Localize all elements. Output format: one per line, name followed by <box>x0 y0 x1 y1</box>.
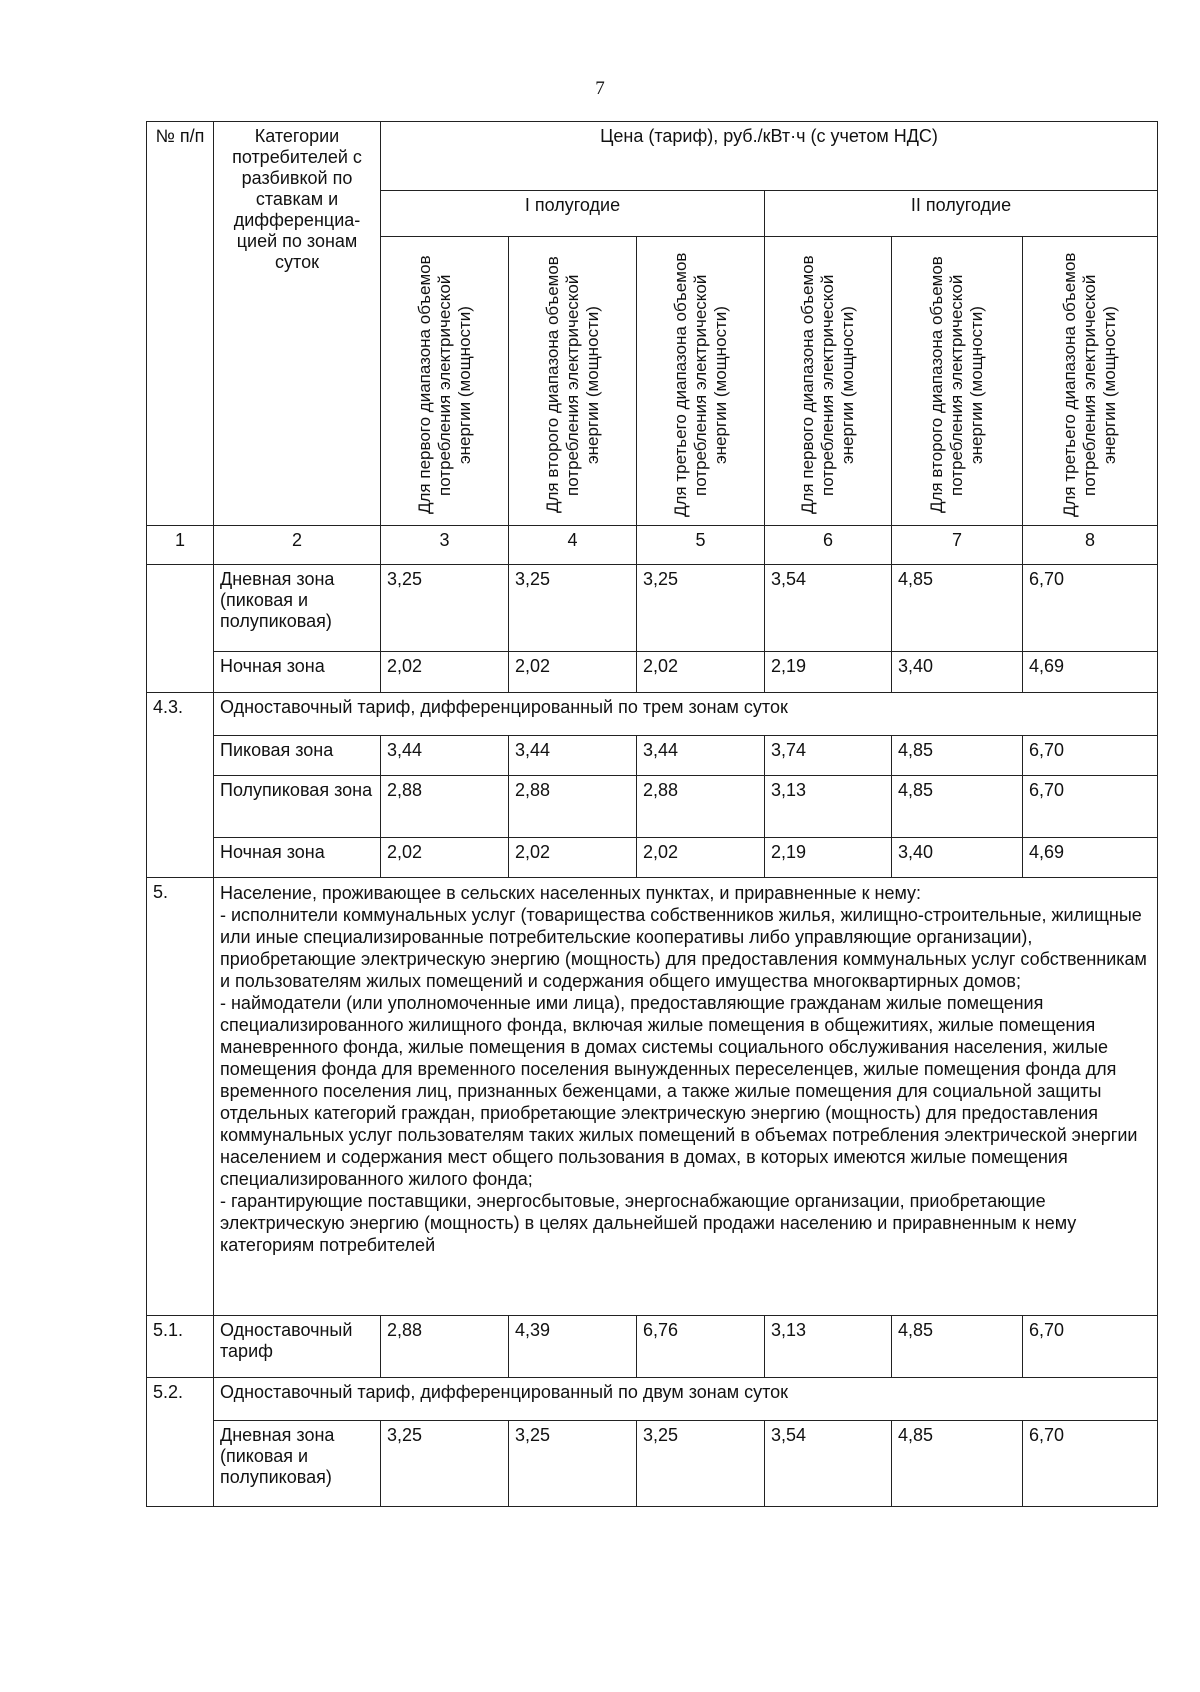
page-number: 7 <box>595 78 605 99</box>
header-second-half: II полугодие <box>765 191 1158 237</box>
cell-value: 3,44 <box>637 736 765 776</box>
cell-value: 2,02 <box>381 652 509 693</box>
header-number: № п/п <box>147 122 214 526</box>
table-row <box>147 652 1158 693</box>
cell-value: 2,02 <box>381 838 509 878</box>
table-row <box>147 565 1158 652</box>
header-range-text: Для первого диапазона объемов потребления электрической энергии (мощности) <box>798 255 857 515</box>
cell-value: 4,39 <box>509 1316 637 1378</box>
cell-value: 3,74 <box>765 736 892 776</box>
column-number: 2 <box>214 526 381 565</box>
header-category: Категории потребителей с разбивкой по ставкам и дифференциа-цией по зонам суток <box>214 122 381 526</box>
header-range-2-h1 <box>509 237 637 526</box>
table-row <box>147 1316 1158 1378</box>
column-number: 5 <box>637 526 765 565</box>
cell-value: 3,25 <box>637 565 765 652</box>
column-number: 4 <box>509 526 637 565</box>
row-number: 5. <box>147 878 214 1316</box>
cell-value: 4,69 <box>1023 838 1158 878</box>
header-range-3-h2 <box>1023 237 1158 526</box>
column-number: 6 <box>765 526 892 565</box>
cell-value: 2,19 <box>765 652 892 693</box>
section-title: Одноставочный тариф, дифференцированный по двум зонам суток <box>214 1378 1158 1421</box>
column-number: 8 <box>1023 526 1158 565</box>
row-number: 5.2. <box>147 1378 214 1507</box>
header-range-text: Для второго диапазона объемов потребления электрической энергии (мощности) <box>542 256 602 514</box>
cell-value: 4,69 <box>1023 652 1158 693</box>
description-line: - исполнители коммунальных услуг (товарищества собственников жилья, жилищно-строительные, жилищные или иные специализированные потребительские кооперативы либо управляющие организации), приобретающие электрическую энергию (мощность) для предоставления коммунальных услуг собственникам и пользователям жилых помещений и содержания общего имущества многоквартирных домов; <box>220 905 1147 991</box>
row-label: Одноставочный тариф <box>214 1316 381 1378</box>
cell-value: 2,02 <box>637 652 765 693</box>
cell-value: 3,25 <box>509 1421 637 1507</box>
cell-value: 3,44 <box>509 736 637 776</box>
column-number: 7 <box>892 526 1023 565</box>
row-label: Дневная зона (пиковая и полупиковая) <box>214 565 381 652</box>
header-range-3-h1 <box>637 237 765 526</box>
cell-value: 2,88 <box>509 776 637 838</box>
cell-value: 3,44 <box>381 736 509 776</box>
description-line: - гарантирующие поставщики, энергосбытовые, энергоснабжающие организации, приобретающие электрическую энергию (мощность) в целях дальнейшей продажи населению и приравненным к нему категориям потребителей <box>220 1191 1077 1255</box>
cell-value: 3,54 <box>765 1421 892 1507</box>
cell-value: 2,88 <box>381 776 509 838</box>
cell-value: 3,40 <box>892 838 1023 878</box>
row-number: 4.3. <box>147 693 214 878</box>
description-line: Население, проживающее в сельских населенных пунктах, и приравненные к нему: <box>220 883 922 903</box>
cell-value: 6,70 <box>1023 1316 1158 1378</box>
header-range-text: Для первого диапазона объемов потребления электрической энергии (мощности) <box>414 255 474 515</box>
cell-value: 3,40 <box>892 652 1023 693</box>
cell-value: 2,02 <box>509 652 637 693</box>
cell-value: 3,13 <box>765 776 892 838</box>
header-range-text: Для третьего диапазона объемов потребления электрической энергии (мощности) <box>670 252 730 518</box>
table-row <box>147 1378 1158 1421</box>
cell-value: 3,25 <box>381 1421 509 1507</box>
cell-value: 6,70 <box>1023 736 1158 776</box>
table-row <box>147 736 1158 776</box>
cell-value: 6,76 <box>637 1316 765 1378</box>
cell-value: 2,88 <box>381 1316 509 1378</box>
cell-value: 3,54 <box>765 565 892 652</box>
section-title: Одноставочный тариф, дифференцированный по трем зонам суток <box>214 693 1158 736</box>
row-label: Полупиковая зона <box>214 776 381 838</box>
cell-value: 2,02 <box>509 838 637 878</box>
cell-value: 2,19 <box>765 838 892 878</box>
cell-value: 4,85 <box>892 736 1023 776</box>
cell-value: 6,70 <box>1023 565 1158 652</box>
description-line: - наймодатели (или уполномоченные ими лица), предоставляющие гражданам жилые помещения специализированного жилищного фонда, включая жилые помещения в общежитиях, жилые помещения маневренного фонда, жилые помещения в домах системы социального обслуживания населения, жилые помещения фонда для временного поселения вынужденных переселенцев, жилые помещения фонда для временного поселения лиц, признанных беженцами, а также жилые помещения для социальной защиты отдельных категорий граждан, приобретающие электрическую энергию (мощность) для предоставления коммунальных услуг пользователям таких жилых помещений в объемах потребления электрической энергии населением и содержания мест общего пользования в домах, в которых имеются жилые помещения специализированного жилого фонда; <box>220 993 1138 1189</box>
table-row <box>147 1421 1158 1507</box>
row-label: Ночная зона <box>214 838 381 878</box>
cell-value: 6,70 <box>1023 776 1158 838</box>
cell-value: 3,25 <box>637 1421 765 1507</box>
header-range-2-h2 <box>892 237 1023 526</box>
row-number-empty <box>147 565 214 693</box>
cell-value: 4,85 <box>892 1316 1023 1378</box>
column-number-row <box>147 526 1158 565</box>
header-range-text: Для третьего диапазона объемов потребления электрической энергии (мощности) <box>1060 252 1119 518</box>
cell-value: 2,02 <box>637 838 765 878</box>
column-number: 1 <box>147 526 214 565</box>
cell-value: 6,70 <box>1023 1421 1158 1507</box>
cell-value: 3,25 <box>381 565 509 652</box>
header-range-text: Для второго диапазона объемов потребления электрической энергии (мощности) <box>927 256 986 514</box>
column-number: 3 <box>381 526 509 565</box>
header-price: Цена (тариф), руб./кВт·ч (с учетом НДС) <box>381 122 1158 191</box>
tariff-table <box>146 121 1158 1507</box>
cell-value: 3,13 <box>765 1316 892 1378</box>
row-label: Пиковая зона <box>214 736 381 776</box>
row-label: Дневная зона (пиковая и полупиковая) <box>214 1421 381 1507</box>
header-range-1-h2 <box>765 237 892 526</box>
cell-value: 4,85 <box>892 1421 1023 1507</box>
cell-value: 4,85 <box>892 776 1023 838</box>
table-row <box>147 878 1158 1316</box>
table-row <box>147 838 1158 878</box>
table-row <box>147 693 1158 736</box>
header-first-half: I полугодие <box>381 191 765 237</box>
row-label: Ночная зона <box>214 652 381 693</box>
cell-value: 4,85 <box>892 565 1023 652</box>
cell-value: 3,25 <box>509 565 637 652</box>
section-description <box>214 878 1158 1316</box>
cell-value: 2,88 <box>637 776 765 838</box>
header-range-1-h1 <box>381 237 509 526</box>
row-number: 5.1. <box>147 1316 214 1378</box>
table-row <box>147 776 1158 838</box>
